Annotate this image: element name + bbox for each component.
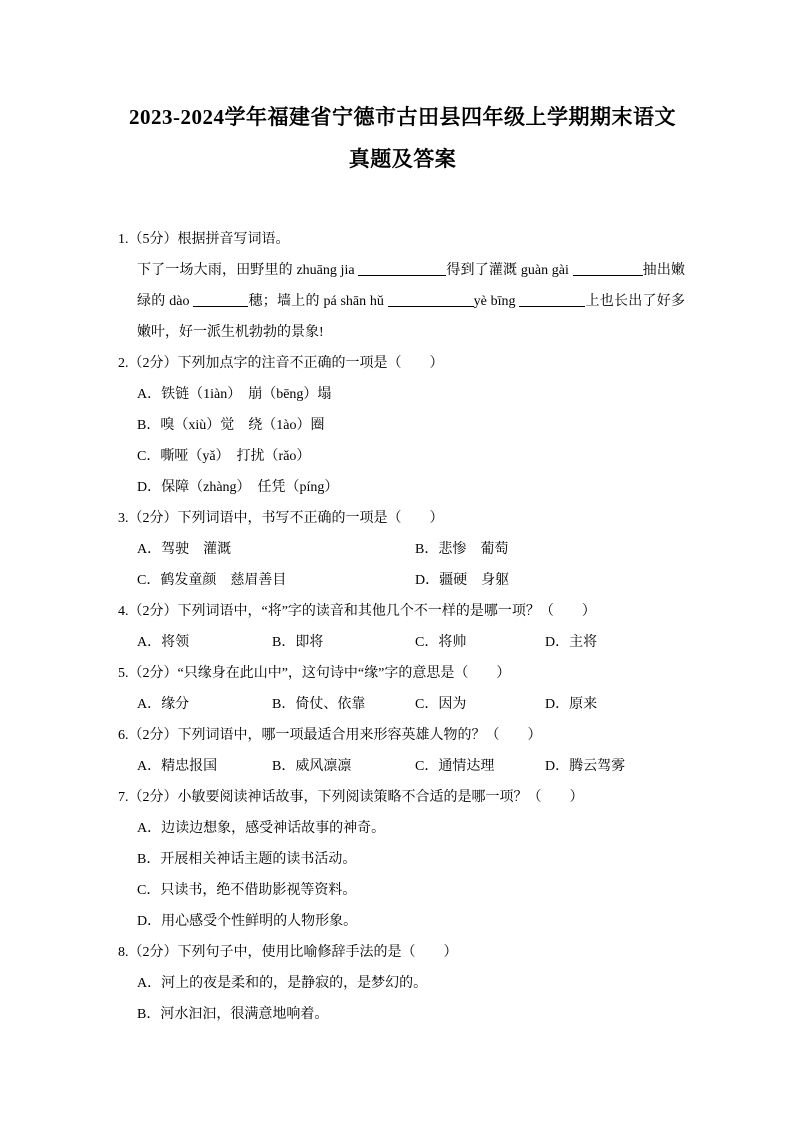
- question-6-options: [137, 751, 705, 782]
- option-c: C．嘶哑（yǎ） 打扰（rǎo）: [137, 449, 311, 464]
- option-a: A．将领: [137, 635, 190, 650]
- fill-in-blank-3: [193, 291, 248, 307]
- fill-in-blank-5: [519, 291, 585, 307]
- question-5: [118, 658, 705, 720]
- option-a: A．缘分: [137, 697, 190, 712]
- fill-in-blank-1: [358, 260, 446, 276]
- option-c: C．鹤发童颜 慈眉善目: [137, 573, 287, 588]
- option-a: A．精忠报国: [137, 759, 218, 774]
- option-b: B．河水汩汩，很满意地响着。: [137, 1007, 329, 1022]
- option-b: B．即将: [272, 635, 324, 650]
- question-2-options: [137, 379, 705, 503]
- question-3-stem: 3.（2分）下列词语中，书写不正确的一项是（ ）: [118, 511, 444, 526]
- fill-in-blank-2: [573, 260, 643, 276]
- question-5-options: [137, 689, 705, 720]
- q1-text-6: 上也长出了好多嫩叶，好一派生机勃勃的景象!: [137, 294, 685, 340]
- question-7: [118, 782, 705, 937]
- q1-text-1: 下了一场大雨，田野里的 zhuāng jia: [137, 263, 359, 278]
- option-d: D．用心感受个性鲜明的人物形象。: [137, 914, 358, 929]
- question-1-stem: 1.（5分）根据拼音写词语。: [118, 232, 290, 247]
- question-5-stem: 5.（2分）“只缘身在此山中”，这句诗中“缘”字的意思是（ ）: [118, 666, 511, 681]
- option-d: D．腾云驾雾: [545, 759, 626, 774]
- option-c: C．只读书，绝不借助影视等资料。: [137, 883, 357, 898]
- option-d: D．疆硬 身躯: [415, 573, 510, 588]
- option-a: A．边读边想象，感受神话故事的神奇。: [137, 821, 386, 836]
- q1-text-4: 穗；墙上的 pá shān hǔ: [248, 294, 388, 309]
- question-7-options: [137, 813, 705, 937]
- question-8: [118, 937, 705, 1030]
- q1-text-2: 得到了灌溉 guàn gài: [446, 263, 573, 278]
- option-b: B．嗅（xiù）觉 绕（1ào）圈: [137, 418, 325, 433]
- question-2: [118, 348, 705, 503]
- option-d: D．保障（zhàng） 任凭（píng）: [137, 480, 339, 495]
- question-6: [118, 720, 705, 782]
- option-d: D．主将: [545, 635, 598, 650]
- option-c: C．通情达理: [415, 759, 495, 774]
- option-a: A．铁链（1iàn） 崩（bēng）塌: [137, 387, 332, 402]
- question-8-options: [137, 968, 705, 1030]
- fill-in-blank-4: [388, 291, 474, 307]
- option-b: B．开展相关神话主题的读书活动。: [137, 852, 357, 867]
- question-7-stem: 7.（2分）小敏要阅读神话故事，下列阅读策略不合适的是哪一项？（ ）: [118, 790, 584, 805]
- option-b: B．倚仗、依靠: [272, 697, 366, 712]
- q1-text-5: yè bīng: [473, 294, 520, 309]
- question-4-stem: 4.（2分）下列词语中，“将”字的读音和其他几个不一样的是哪一项？（ ）: [118, 604, 596, 619]
- question-4-options: [137, 627, 705, 658]
- option-c: C．将帅: [415, 635, 467, 650]
- question-3-options: [137, 534, 705, 596]
- option-d: D．原来: [545, 697, 598, 712]
- option-c: C．因为: [415, 697, 467, 712]
- option-b: B．威风凛凛: [272, 759, 352, 774]
- question-2-stem: 2.（2分）下列加点字的注音不正确的一项是（ ）: [118, 356, 444, 371]
- question-4: [118, 596, 705, 658]
- option-a: A．驾驶 灌溉: [137, 542, 232, 557]
- option-b: B．悲惨 葡萄: [415, 542, 509, 557]
- title-line-1: 2023-2024学年福建省宁德市古田县四年级上学期期末语文: [129, 105, 676, 129]
- question-8-stem: 8.（2分）下列句子中，使用比喻修辞手法的是（ ）: [118, 945, 458, 960]
- question-1-body: [137, 255, 685, 348]
- q1-text-3: 抽出嫩绿的 dào: [137, 263, 686, 309]
- question-6-stem: 6.（2分）下列词语中，哪一项最适合用来形容英雄人物的？（ ）: [118, 728, 542, 743]
- option-a: A．河上的夜是柔和的，是静寂的，是梦幻的。: [137, 976, 428, 991]
- question-3: [118, 503, 705, 596]
- question-1: [118, 224, 705, 348]
- document-title: [100, 96, 705, 180]
- title-line-2: 真题及答案: [348, 147, 457, 171]
